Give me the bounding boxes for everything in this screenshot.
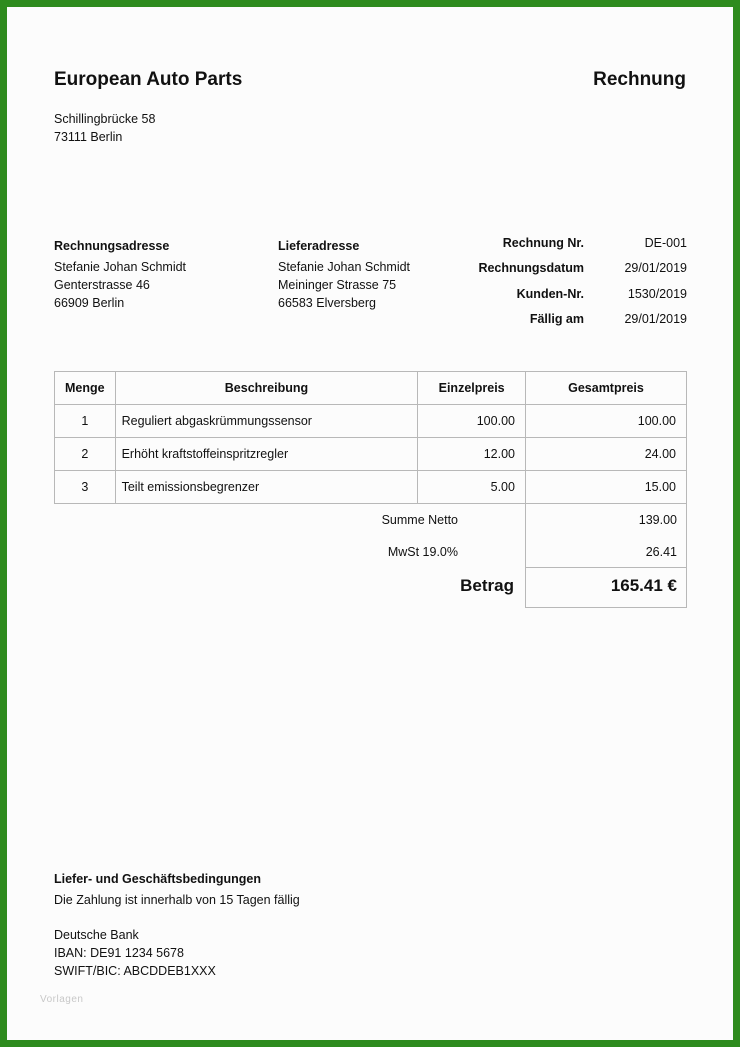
cell-unit-price: 5.00 [418, 471, 526, 504]
bank-swift: SWIFT/BIC: ABCDDEB1XXX [54, 964, 216, 978]
shipping-street: Meininger Strasse 75 [278, 278, 397, 292]
meta-row-customer-number [447, 287, 687, 312]
invoice-meta [447, 236, 687, 337]
bank-details [54, 926, 216, 980]
invoice-page [7, 7, 733, 1040]
meta-label: Kunden-Nr. [516, 286, 584, 301]
terms-section [54, 870, 300, 909]
column-header-total-price: Gesamtpreis [525, 372, 686, 405]
cell-qty: 2 [55, 438, 116, 471]
meta-label: Rechnungsdatum [478, 261, 584, 276]
summary-net-label: Summe Netto [381, 513, 458, 527]
total-value: 165.41 € [610, 576, 677, 595]
terms-heading: Liefer- und Geschäftsbedingungen [54, 872, 261, 886]
sender-city: 73111 Berlin [54, 130, 123, 144]
billing-street: Genterstrasse 46 [54, 278, 150, 292]
document-title: Rechnung [593, 69, 686, 90]
meta-value: 29/01/2019 [624, 311, 687, 326]
table-row [55, 405, 687, 438]
billing-address [54, 237, 264, 312]
cell-unit-price: 100.00 [418, 405, 526, 438]
summary-divider [525, 567, 687, 568]
meta-value: 29/01/2019 [624, 261, 687, 276]
column-header-qty: Menge [55, 372, 116, 405]
billing-city: 66909 Berlin [54, 296, 125, 310]
meta-row-invoice-number [447, 236, 687, 261]
sender-address [54, 110, 155, 146]
total-label: Betrag [460, 576, 514, 595]
meta-value: DE-001 [644, 236, 687, 250]
terms-text: Die Zahlung ist innerhalb von 15 Tagen fällig [54, 893, 300, 907]
company-name: European Auto Parts [54, 69, 243, 90]
column-header-description: Beschreibung [115, 372, 418, 405]
shipping-name: Stefanie Johan Schmidt [278, 260, 411, 274]
shipping-heading: Lieferadresse [278, 239, 360, 253]
cell-description: Reguliert abgaskrümmungssensor [115, 405, 418, 438]
summary-tax-label: MwSt 19.0% [387, 545, 458, 559]
table-header-row [55, 372, 687, 405]
line-items-table [54, 371, 687, 504]
meta-value: 1530/2019 [627, 286, 687, 301]
meta-row-invoice-date [447, 261, 687, 286]
summary-net-row [54, 513, 687, 527]
summary-tax-row [54, 545, 687, 559]
summary-tax-value: 26.41 [645, 545, 677, 559]
cell-description: Teilt emissionsbegrenzer [115, 471, 418, 504]
cell-total-price: 24.00 [525, 438, 686, 471]
cell-total-price: 100.00 [525, 405, 686, 438]
cell-total-price: 15.00 [525, 471, 686, 504]
meta-row-due-date [447, 312, 687, 337]
watermark: Vorlagen [40, 994, 84, 1005]
billing-name: Stefanie Johan Schmidt [54, 260, 187, 274]
bank-iban: IBAN: DE91 1234 5678 [54, 946, 184, 960]
column-header-unit-price: Einzelpreis [418, 372, 526, 405]
cell-qty: 3 [55, 471, 116, 504]
meta-label: Fällig am [529, 311, 584, 326]
sender-street: Schillingbrücke 58 [54, 112, 156, 126]
meta-label: Rechnung Nr. [502, 236, 584, 250]
cell-description: Erhöht kraftstoffeinspritzregler [115, 438, 418, 471]
table-row [55, 438, 687, 471]
bank-name: Deutsche Bank [54, 928, 139, 942]
cell-qty: 1 [55, 405, 116, 438]
cell-unit-price: 12.00 [418, 438, 526, 471]
table-row [55, 471, 687, 504]
shipping-city: 66583 Elversberg [278, 296, 376, 310]
billing-heading: Rechnungsadresse [54, 239, 170, 253]
summary-net-value: 139.00 [638, 513, 677, 527]
